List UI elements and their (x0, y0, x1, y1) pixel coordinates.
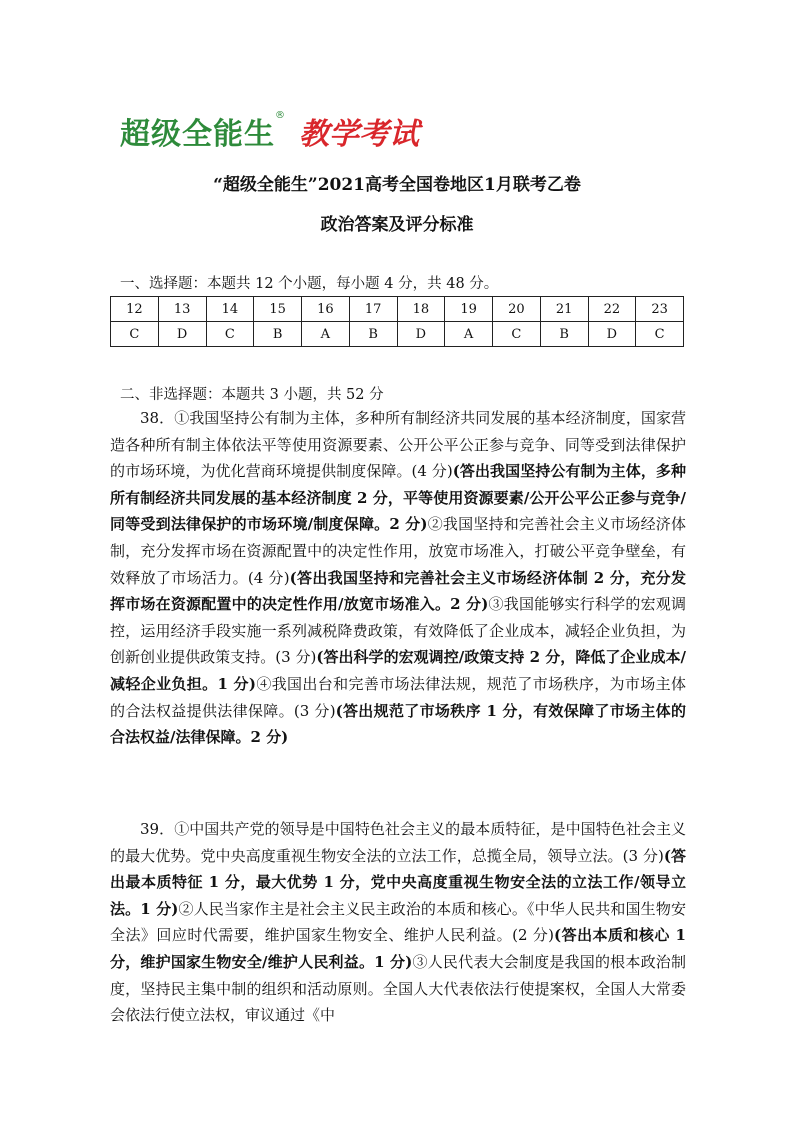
table-cell: 15 (254, 297, 302, 322)
table-cell: C (111, 322, 159, 347)
document-subtitle: 政治答案及评分标准 (320, 215, 474, 235)
table-cell: 22 (588, 297, 636, 322)
table-cell: A (445, 322, 493, 347)
table-cell: B (540, 322, 588, 347)
scoring-note: (答出规范了市场秩序 1 分，有效保障了市场主体的合法权益/法律保障。2 分) (110, 701, 686, 747)
answer-row (111, 322, 684, 347)
scoring-note: (答出我国坚持公有制为主体，多种所有制经济共同发展的基本经济制度 2 分，平等使用资源要素/公开公平公正参与竞争/同等受到法律保护的市场环境/制度保障。2 分) (110, 462, 686, 534)
registered-mark: ® (275, 110, 285, 121)
table-cell: B (349, 322, 397, 347)
table-cell: A (302, 322, 350, 347)
table-cell: C (636, 322, 684, 347)
section2-heading: 二、非选择题：本题共 3 小题，共 52 分 (120, 387, 384, 403)
answer-text: 39．①中国共产党的领导是中国特色社会主义的最本质特征，是中国特色社会主义的最大优势。党中央高度重视生物安全法的立法工作，总揽全局，领导立法。(3 分) (110, 820, 686, 865)
scoring-note: (答出本质和核心 1 分，维护国家生物安全/维护人民利益。1 分) (110, 926, 686, 971)
answer-text: ③人民代表大会制度是我国的根本政治制度，坚持民主集中制的组织和活动原则。全国人大代表依法行使提案权，全国人大常委会依法行使立法权，审议通过《中 (110, 952, 686, 1025)
answer-table (110, 296, 684, 347)
table-cell: D (588, 322, 636, 347)
table-cell: C (206, 322, 254, 347)
logo-sub-text: 教学考试 (299, 117, 419, 152)
table-cell: 17 (349, 297, 397, 322)
scoring-note: (答出最本质特征 1 分，最大优势 1 分，党中央高度重视生物安全法的立法工作/领导立法。1 分) (110, 846, 686, 918)
table-cell: 19 (445, 297, 493, 322)
brand-logo (120, 106, 419, 150)
table-cell: 14 (206, 297, 254, 322)
answer-38 (110, 405, 686, 751)
answer-text: ④我国出台和完善市场法律法规，规范了市场秩序，为市场主体的合法权益提供法律保障。(3 分) (110, 674, 686, 720)
scoring-note: (答出我国坚持和完善社会主义市场经济体制 2 分，充分发挥市场在资源配置中的决定性作用/放宽市场准入。2 分) (110, 568, 686, 614)
table-cell: 13 (158, 297, 206, 322)
logo-main-text: 超级全能生 (120, 117, 275, 152)
table-cell: 18 (397, 297, 445, 322)
section1-heading: 一、选择题：本题共 12 个小题，每小题 4 分，共 48 分。 (120, 276, 499, 292)
table-cell: D (158, 322, 206, 347)
question-number-row (111, 297, 684, 322)
answer-text: ③我国能够实行科学的宏观调控，运用经济手段实施一系列减税降费政策，有效降低了企业成本，减轻企业负担，为创新创业提供政策支持。(3 分) (110, 595, 686, 667)
table-cell: B (254, 322, 302, 347)
scoring-note: (答出科学的宏观调控/政策支持 2 分，降低了企业成本/减轻企业负担。1 分) (110, 648, 686, 693)
table-cell: 21 (540, 297, 588, 322)
table-cell: 16 (302, 297, 350, 322)
document-title: “超级全能生”2021高考全国卷地区1月联考乙卷 (213, 175, 581, 195)
table-cell: C (493, 322, 541, 347)
table-cell: D (397, 322, 445, 347)
table-cell: 12 (111, 297, 159, 322)
table-cell: 23 (636, 297, 684, 322)
answer-text: 38．①我国坚持公有制为主体，多种所有制经济共同发展的基本经济制度，国家营造各种所有制主体依法平等使用资源要素、公开公平公正参与竞争、同等受到法律保护的市场环境，为优化营商环境提供制度保障。(4 分) (110, 409, 686, 481)
answer-text: ②人民当家作主是社会主义民主政治的本质和核心。《中华人民共和国生物安全法》回应时代需要，维护国家生物安全、维护人民利益。(2 分) (110, 899, 686, 945)
answer-text: ②我国坚持和完善社会主义市场经济体制，充分发挥市场在资源配置中的决定性作用，放宽市场准入，打破公平竞争壁垒，有效释放了市场活力。(4 分) (110, 515, 686, 587)
table-cell: 20 (493, 297, 541, 322)
answer-39 (110, 816, 686, 1029)
